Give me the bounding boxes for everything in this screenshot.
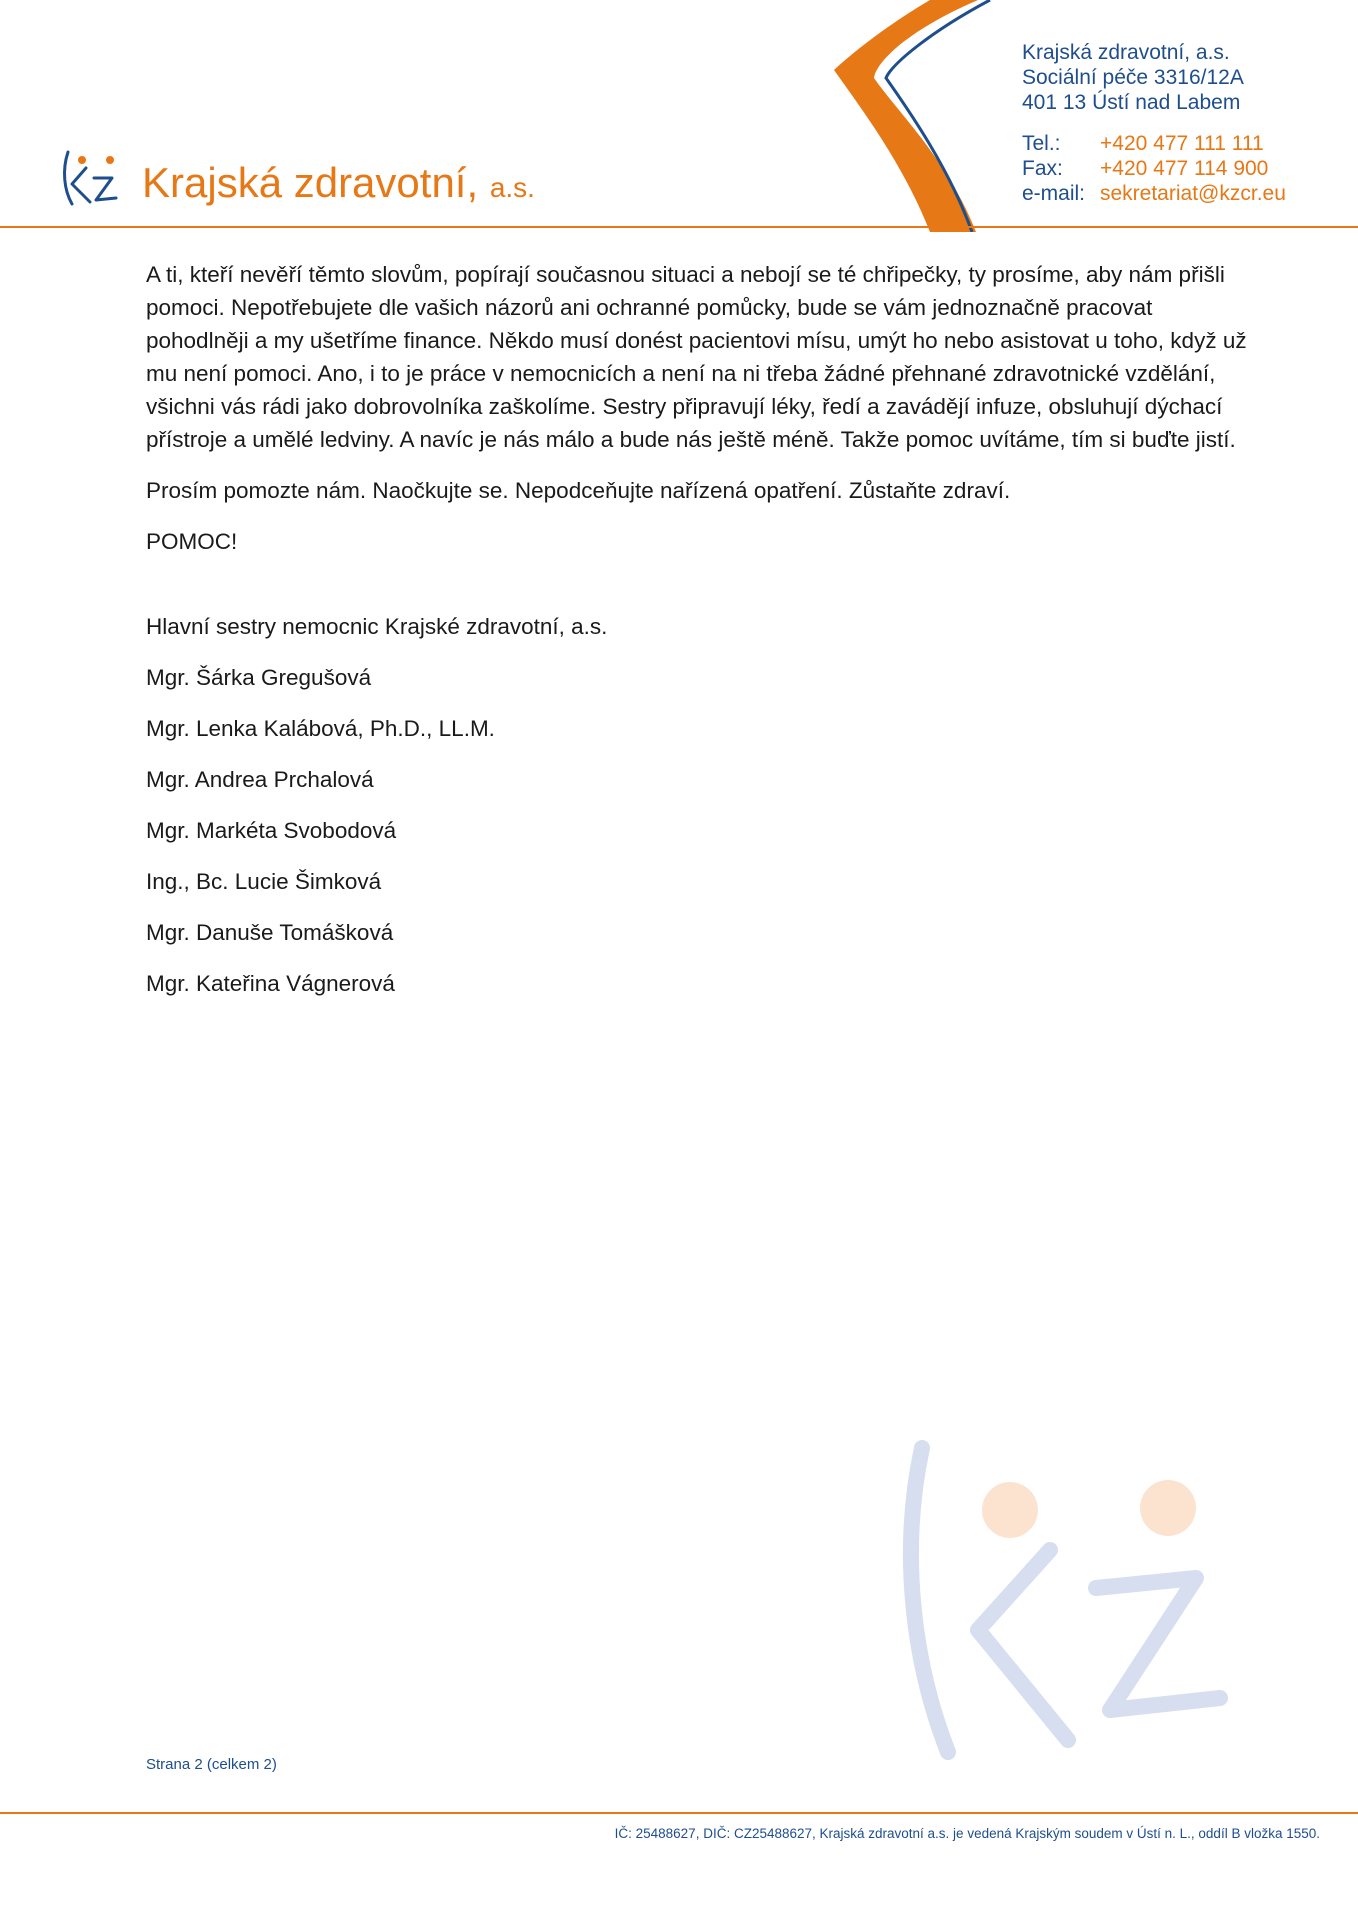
signatory-list: [146, 661, 1256, 1000]
signatory: Mgr. Markéta Svobodová: [146, 818, 397, 843]
address-line-1: Krajská zdravotní, a.s.: [1022, 41, 1230, 64]
letterhead: [0, 0, 1358, 232]
letter-body: [146, 258, 1256, 1018]
contact-fax: [1022, 156, 1286, 181]
kz-logo-icon: [60, 148, 120, 208]
footer-legal-text: IČ: 25488627, DIČ: CZ25488627, Krajská zdravotní a.s. je vedená Krajským soudem v Ústí n. L., oddíl B vložka 1550.: [614, 1826, 1320, 1841]
signatory: Mgr. Šárka Gregušová: [146, 665, 372, 690]
body-paragraph-2: Prosím pomozte nám. Naočkujte se. Nepodceňujte nařízená opatření. Zůstaňte zdraví.: [146, 478, 1011, 503]
contact-fax-value: +420 477 114 900: [1100, 157, 1269, 180]
contact-email-label: e-mail:: [1022, 182, 1086, 205]
signatory: Mgr. Danuše Tomášková: [146, 920, 394, 945]
company-address: [1022, 40, 1244, 115]
contact-email-value: sekretariat@kzcr.eu: [1100, 182, 1286, 205]
signatory: Mgr. Kateřina Vágnerová: [146, 971, 395, 996]
body-paragraph-3: POMOC!: [146, 529, 238, 554]
contact-email: [1022, 181, 1286, 206]
company-name-suffix: a.s.: [489, 172, 535, 203]
header-divider: [0, 226, 1358, 228]
company-name-main: Krajská zdravotní,: [142, 159, 479, 206]
contact-phone-value: +420 477 111 111: [1100, 132, 1264, 155]
signatory: Ing., Bc. Lucie Šimková: [146, 869, 382, 894]
signature-intro: Hlavní sestry nemocnic Krajské zdravotní, a.s.: [146, 614, 608, 639]
signatory: Mgr. Andrea Prchalová: [146, 767, 374, 792]
body-paragraph-1: A ti, kteří nevěří těmto slovům, popírají současnou situaci a nebojí se té chřipečky, ty prosíme, aby nám přišli pomoci. Nepotřebujete dle vašich názorů ani ochranné pomůcky, bude se vám jednoznačně pracovat pohodlněji a my ušetříme finance. Někdo musí donést pacientovi mísu, umýt ho nebo asistovat u toho, když už mu není pomoci. Ano, i to je práce v nemocnicích a není na ni třeba žádné přehnané zdravotnické vzdělání, všichni vás rádi jako dobrovolníka zaškolíme. Sestry připravují léky, ředí a zavádějí infuze, obsluhují dýchací přístroje a umělé ledviny. A navíc je nás málo a bude nás ještě méně. Takže pomoc uvítáme, tím si buďte jistí.: [146, 262, 1247, 452]
footer-divider: [0, 1812, 1358, 1814]
header-swoosh-graphic: [800, 0, 1030, 232]
address-line-2: Sociální péče 3316/12A: [1022, 66, 1244, 89]
contact-phone-label: Tel.:: [1022, 132, 1061, 155]
address-line-3: 401 13 Ústí nad Labem: [1022, 91, 1241, 114]
kz-watermark-icon: [900, 1440, 1240, 1760]
contact-fax-label: Fax:: [1022, 157, 1063, 180]
page-number: Strana 2 (celkem 2): [146, 1756, 277, 1773]
company-name: [142, 158, 535, 213]
signatory: Mgr. Lenka Kalábová, Ph.D., LL.M.: [146, 716, 495, 741]
company-contacts: [1022, 131, 1286, 206]
contact-phone: [1022, 131, 1286, 156]
